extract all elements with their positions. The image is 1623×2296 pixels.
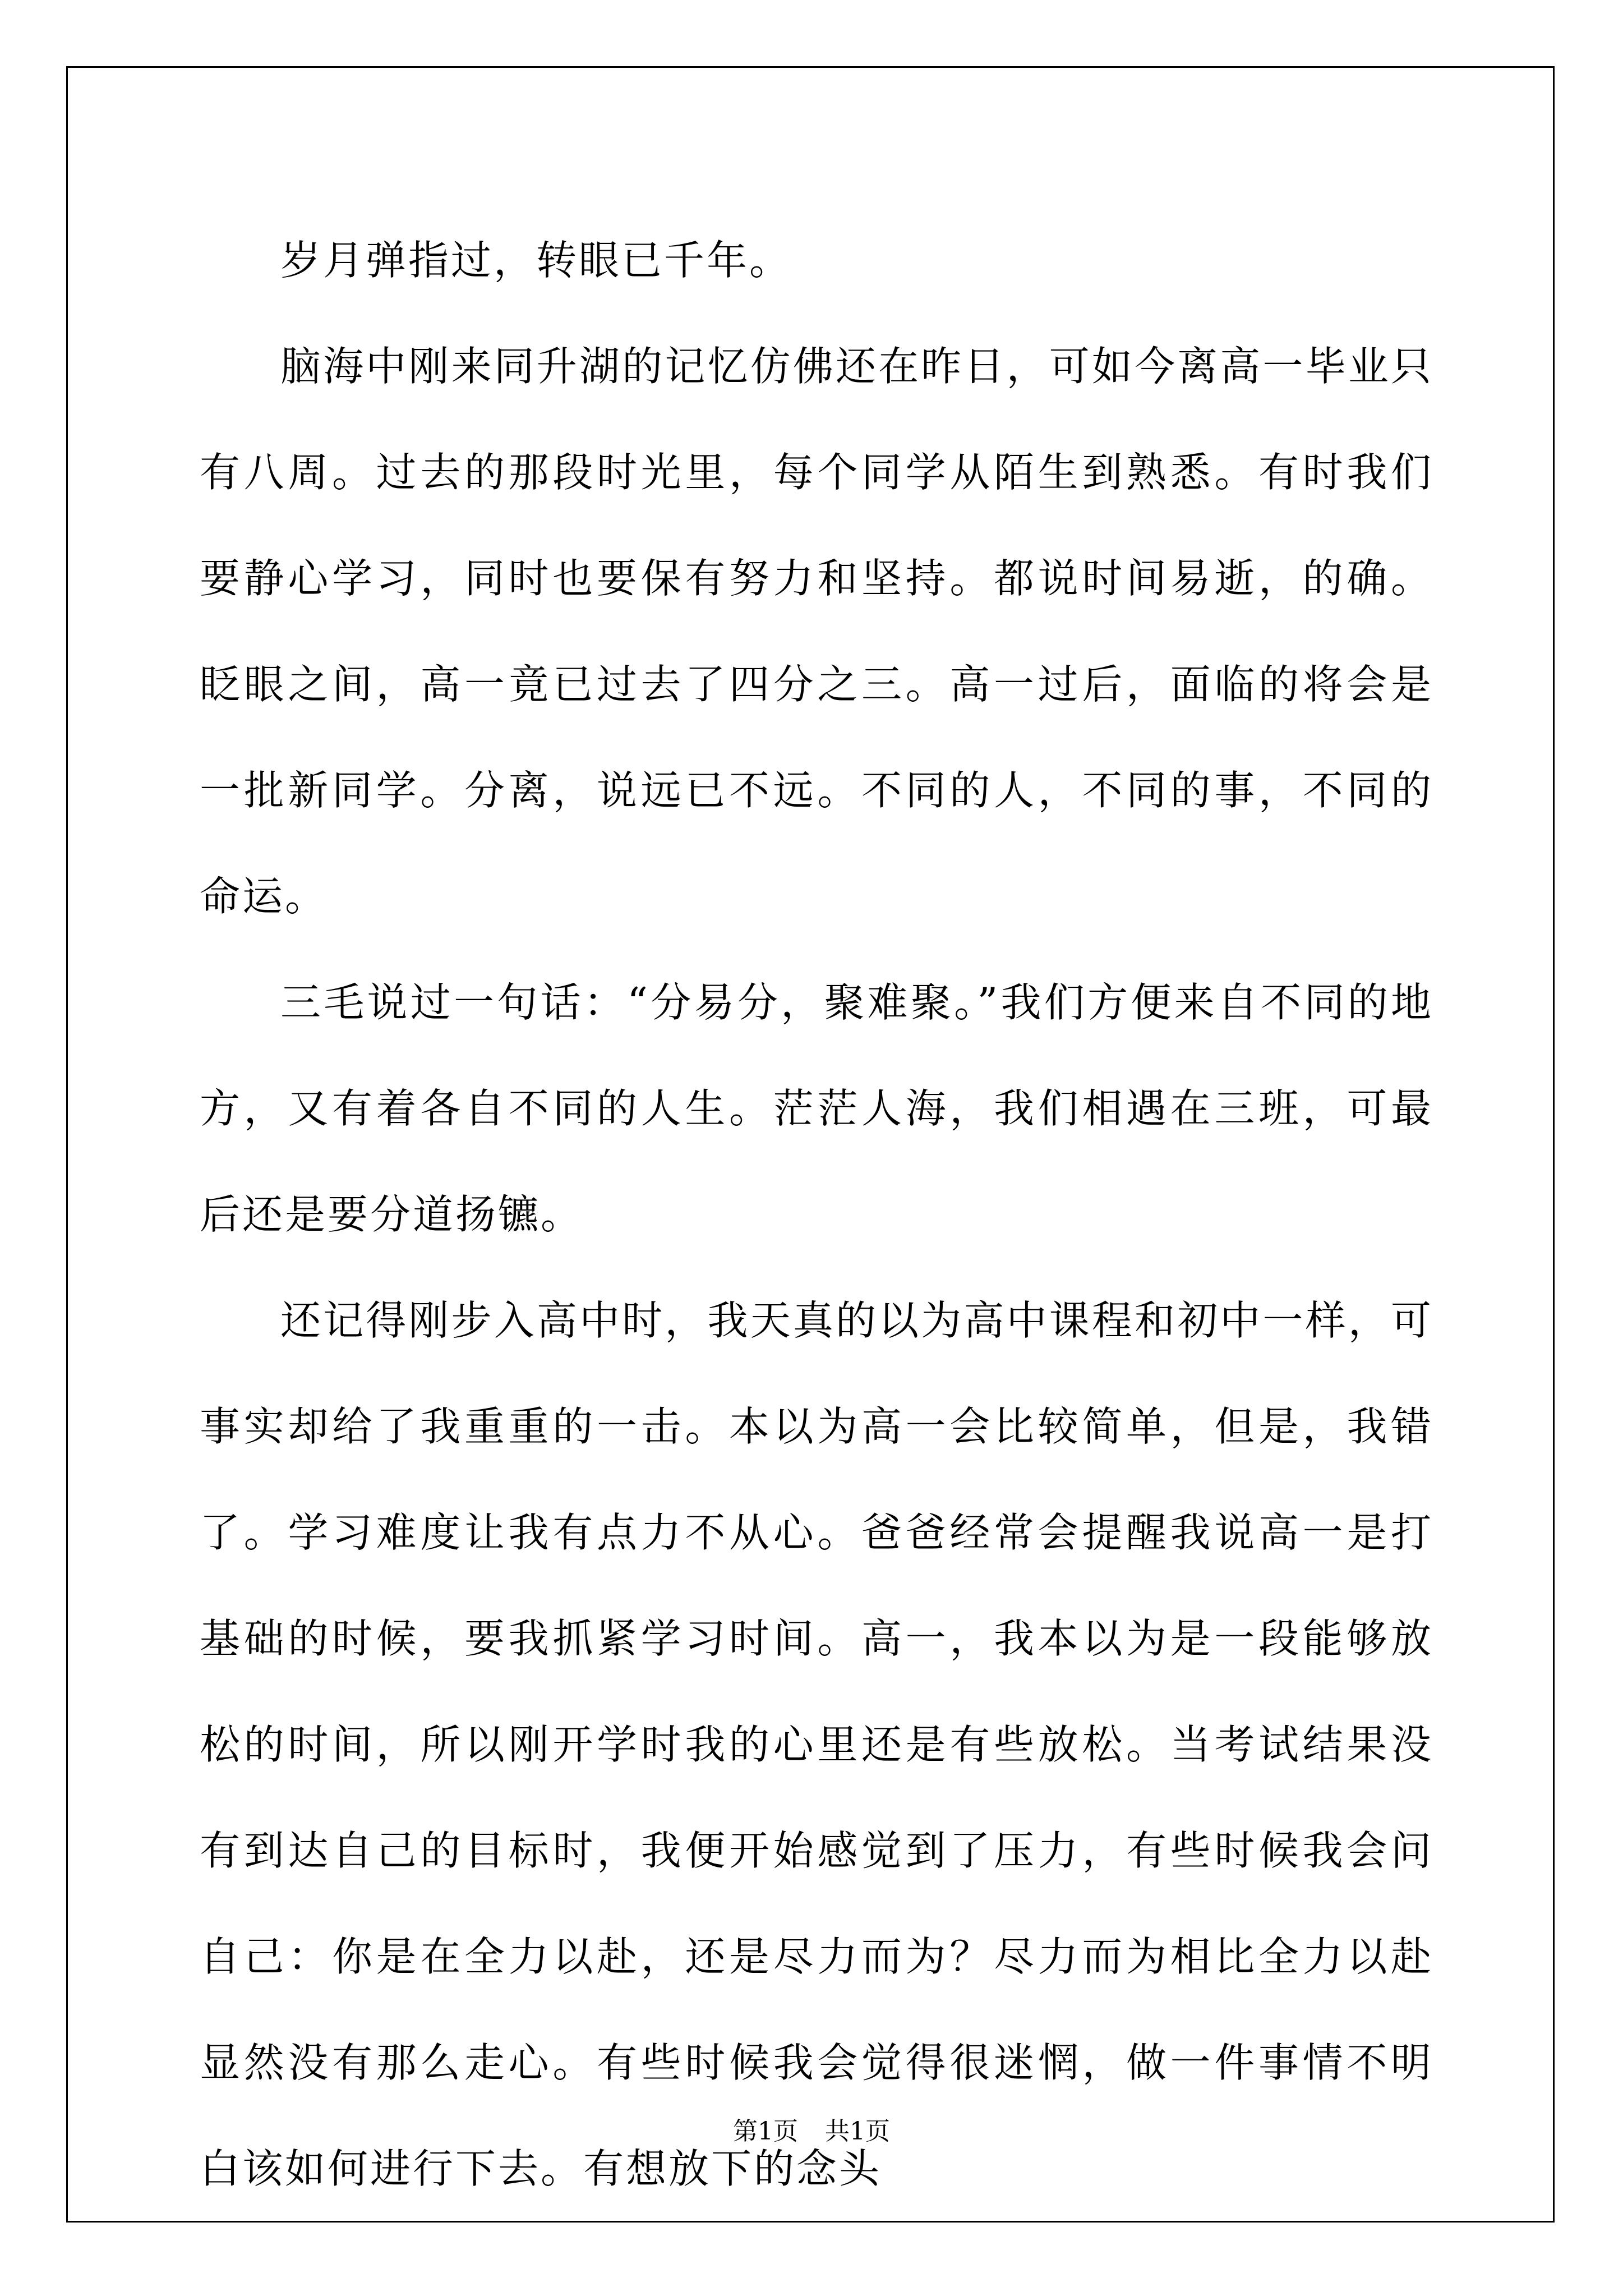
page-number-current: 第1页 [733, 2117, 798, 2146]
paragraph-1: 岁月弹指过，转眼已千年。 [280, 237, 792, 284]
paragraph-2: 脑海中刚来同升湖的记忆仿佛还在昨日，可如今离高一毕业只有八周。过去的那段时光里，每个同学从陌生到熟悉。有时我们要静心学习，同时也要保有努力和坚持。都说时间易逝，的确。眨眼之间，高一竟已过去了四分之三。高一过后，面临的将会是一批新同学。分离，说远已不远。不同的人，不同的事，不同的命运。 [200, 343, 1433, 920]
paragraph-4: 还记得刚步入高中时，我天真的以为高中课程和初中一样，可事实却给了我重重的一击。本以为高一会比较简单，但是，我错了。学习难度让我有点力不从心。爸爸经常会提醒我说高一是打基础的时候，要我抓紧学习时间。高一，我本以为是一段能够放松的时间，所以刚开学时我的心里还是有些放松。当考试结果没有到达自己的目标时，我便开始感觉到了压力，有些时候我会问自己：你是在全力以赴，还是尽力而为？尽力而为相比全力以赴显然没有那么走心。有些时候我会觉得很迷惘，做一件事情不明白该如何进行下去。有想放下的念头 [200, 1297, 1433, 2192]
page-number-total: 共1页 [825, 2117, 890, 2146]
page-footer [0, 2115, 1623, 2148]
document-body [200, 208, 1433, 2222]
paragraph-3: 三毛说过一句话：“分易分，聚难聚。”我们方便来自不同的地方，又有着各自不同的人生。茫茫人海，我们相遇在三班，可最后还是要分道扬镳。 [200, 979, 1433, 1238]
